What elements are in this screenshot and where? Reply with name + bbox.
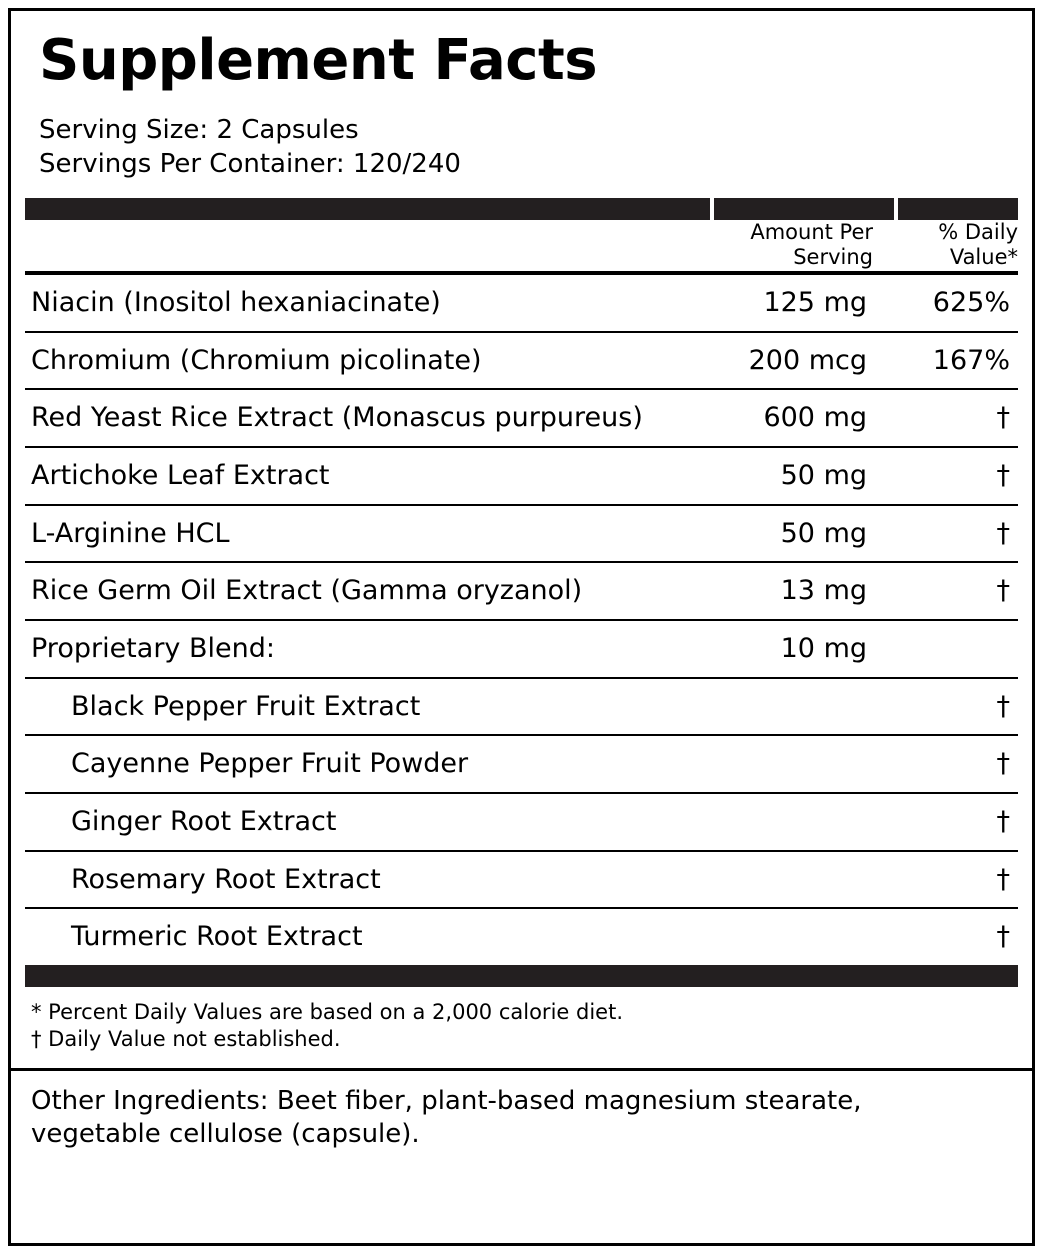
ingredient-name: Ginger Root Extract: [25, 793, 682, 851]
ingredient-amount: [682, 678, 873, 736]
ingredient-name: Chromium (Chromium picolinate): [25, 332, 682, 390]
table-row: [25, 505, 1018, 563]
ingredient-name: Proprietary Blend:: [25, 620, 682, 678]
other-ingredients-line1: Other Ingredients: Beet fiber, plant-based magnesium stearate,: [31, 1085, 862, 1116]
footnote-dagger: † Daily Value not established.: [31, 1027, 341, 1052]
table-row: [25, 908, 1018, 965]
servings-per-container: Servings Per Container: 120/240: [39, 149, 461, 180]
ingredient-amount: 125 mg: [682, 273, 873, 332]
ingredient-name: Artichoke Leaf Extract: [25, 447, 682, 505]
ingredient-name: Turmeric Root Extract: [71, 921, 363, 953]
ingredient-amount: [682, 851, 873, 909]
header-name: [25, 220, 682, 273]
ingredient-dv: 625%: [873, 273, 1018, 332]
ingredient-dv: †: [873, 562, 1018, 620]
ingredient-dv: †: [873, 793, 1018, 851]
ingredient-name: Niacin (Inositol hexaniacinate): [25, 273, 682, 332]
header-dv-line1: % Daily: [938, 219, 1018, 244]
nutrition-table: [25, 220, 1018, 965]
other-ingredients-line2: vegetable cellulose (capsule).: [31, 1118, 420, 1149]
ingredient-dv: †: [996, 921, 1010, 953]
ingredient-dv: 167%: [873, 332, 1018, 390]
ingredient-name: Rice Germ Oil Extract (Gamma oryzanol): [25, 562, 682, 620]
serving-size: Serving Size: 2 Capsules: [39, 115, 359, 145]
table-row: [25, 447, 1018, 505]
other-ingredients: [31, 1085, 1018, 1152]
ingredient-amount: 50 mg: [682, 505, 873, 563]
ingredient-name: L-Arginine HCL: [25, 505, 682, 563]
header-daily-value: [873, 220, 1018, 273]
ingredient-dv: †: [873, 505, 1018, 563]
ingredient-name: Red Yeast Rice Extract (Monascus purpureus): [25, 389, 682, 447]
table-row: [25, 389, 1018, 447]
ingredient-amount: [682, 735, 873, 793]
table-row: [25, 620, 1018, 678]
top-divider-bar: [25, 198, 1018, 220]
table-header-row: [25, 220, 1018, 273]
ingredient-dv: [873, 620, 1018, 678]
ingredient-amount: 50 mg: [682, 447, 873, 505]
bottom-divider-bar: [25, 965, 1018, 987]
table-row: [25, 273, 1018, 332]
table-row: [25, 562, 1018, 620]
ingredient-dv: †: [873, 447, 1018, 505]
ingredient-dv: †: [873, 851, 1018, 909]
footnotes: [31, 999, 1018, 1054]
ingredient-name: Cayenne Pepper Fruit Powder: [25, 735, 682, 793]
table-row: [25, 735, 1018, 793]
footnote-divider: [11, 1068, 1032, 1071]
ingredient-dv: †: [873, 389, 1018, 447]
header-amount-line1: Amount Per: [750, 219, 874, 244]
ingredient-amount: 10 mg: [682, 620, 873, 678]
ingredient-amount: 200 mcg: [682, 332, 873, 390]
table-row: [25, 851, 1018, 909]
table-row: [25, 793, 1018, 851]
table-row: [25, 332, 1018, 390]
ingredient-amount: [682, 908, 873, 965]
ingredient-dv: †: [873, 735, 1018, 793]
ingredient-name: Black Pepper Fruit Extract: [25, 678, 682, 736]
header-dv-line2: Value*: [949, 245, 1018, 270]
supplement-facts-panel: [8, 8, 1035, 1246]
ingredient-amount: [682, 793, 873, 851]
ingredient-dv: †: [873, 678, 1018, 736]
page-title: Supplement Facts: [39, 28, 598, 93]
footnote-daily-value-percent: * Percent Daily Values are based on a 2,000 calorie diet.: [31, 1000, 623, 1025]
ingredient-name: Rosemary Root Extract: [25, 851, 682, 909]
header-amount-line2: Serving: [793, 245, 874, 270]
serving-info: [39, 113, 1018, 182]
table-row: [25, 678, 1018, 736]
ingredient-amount: 13 mg: [682, 562, 873, 620]
ingredient-amount: 600 mg: [682, 389, 873, 447]
header-amount-per-serving: [682, 220, 873, 273]
